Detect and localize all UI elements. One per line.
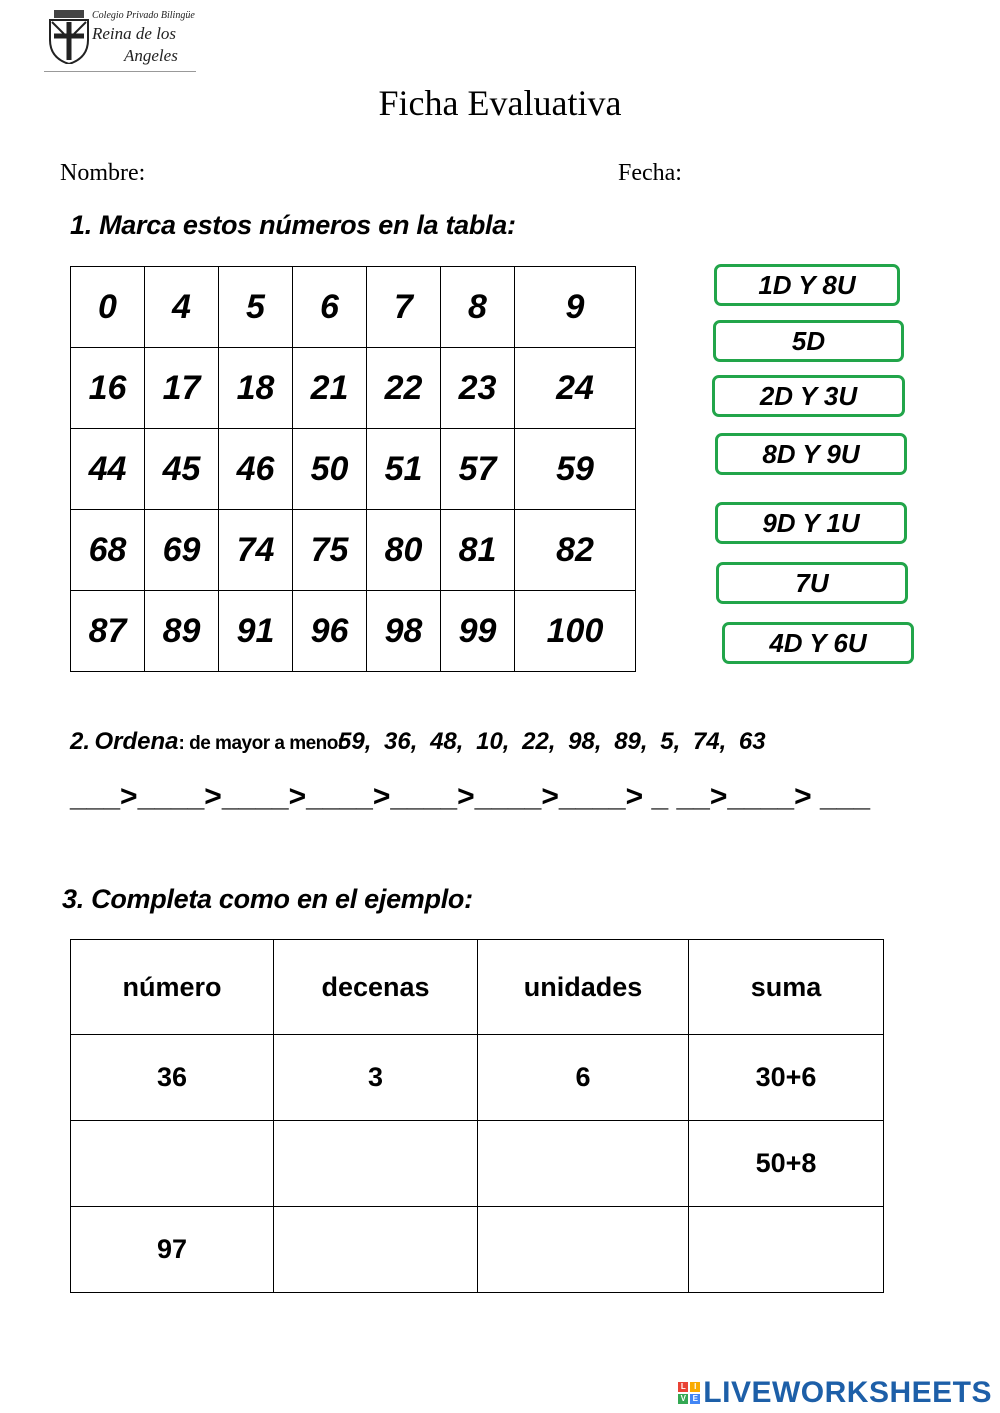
table-row — [71, 1121, 884, 1207]
grid-cell[interactable]: 75 — [293, 510, 367, 591]
column-header: unidades — [478, 940, 689, 1035]
liveworksheets-watermark — [678, 1376, 992, 1410]
table-cell: 3 — [274, 1035, 478, 1121]
page-title: Ficha Evaluativa — [378, 83, 622, 123]
grid-cell[interactable]: 23 — [441, 348, 515, 429]
grid-cell[interactable]: 81 — [441, 510, 515, 591]
grid-cell[interactable]: 87 — [71, 591, 145, 672]
grid-cell[interactable]: 68 — [71, 510, 145, 591]
answer-box[interactable]: 7U — [716, 562, 908, 604]
grid-cell[interactable]: 17 — [145, 348, 219, 429]
grid-cell[interactable]: 21 — [293, 348, 367, 429]
answer-box[interactable]: 4D Y 6U — [722, 622, 914, 664]
answer-box[interactable]: 1D Y 8U — [714, 264, 900, 306]
answer-cell[interactable] — [689, 1207, 884, 1293]
school-logo — [44, 8, 196, 72]
table-cell: 30+6 — [689, 1035, 884, 1121]
column-header: número — [71, 940, 274, 1035]
grid-cell[interactable]: 8 — [441, 267, 515, 348]
grid-cell[interactable]: 74 — [219, 510, 293, 591]
number-grid — [70, 266, 636, 672]
section2-word: Ordena — [94, 728, 179, 755]
answer-cell[interactable] — [274, 1121, 478, 1207]
logo-underline — [44, 71, 196, 72]
answer-cell[interactable] — [478, 1207, 689, 1293]
numbers-to-order: 59, 36, 48, 10, 22, 98, 89, 5, 74, 63 — [338, 728, 766, 755]
grid-cell[interactable]: 80 — [367, 510, 441, 591]
table-row — [71, 1035, 884, 1121]
table-cell: 36 — [71, 1035, 274, 1121]
grid-cell[interactable]: 4 — [145, 267, 219, 348]
answer-box[interactable]: 8D Y 9U — [715, 433, 907, 475]
grid-cell[interactable]: 91 — [219, 591, 293, 672]
grid-cell[interactable]: 89 — [145, 591, 219, 672]
grid-cell[interactable]: 44 — [71, 429, 145, 510]
grid-cell[interactable]: 0 — [71, 267, 145, 348]
grid-cell[interactable]: 9 — [515, 267, 636, 348]
watermark-text: LIVEWORKSHEETS — [703, 1376, 992, 1409]
grid-row — [71, 510, 636, 591]
column-header: suma — [689, 940, 884, 1035]
answer-box[interactable]: 5D — [713, 320, 904, 362]
grid-cell[interactable]: 22 — [367, 348, 441, 429]
place-value-table — [70, 939, 884, 1293]
logo-block: V — [678, 1394, 688, 1404]
grid-cell[interactable]: 7 — [367, 267, 441, 348]
table-header-row — [71, 940, 884, 1035]
grid-cell[interactable]: 6 — [293, 267, 367, 348]
grid-cell[interactable]: 100 — [515, 591, 636, 672]
answer-cell[interactable] — [478, 1121, 689, 1207]
grid-cell[interactable]: 98 — [367, 591, 441, 672]
column-header: decenas — [274, 940, 478, 1035]
logo-block: L — [678, 1382, 688, 1392]
grid-row — [71, 429, 636, 510]
logo-name-1: Reina de los — [92, 24, 177, 43]
logo-name-2: Angeles — [124, 46, 178, 65]
grid-row — [71, 267, 636, 348]
section2-number: 2. — [70, 728, 91, 755]
logo-block: E — [690, 1394, 700, 1404]
grid-cell[interactable]: 24 — [515, 348, 636, 429]
grid-cell[interactable]: 69 — [145, 510, 219, 591]
date-label: Fecha: — [618, 160, 682, 186]
grid-cell[interactable]: 16 — [71, 348, 145, 429]
grid-cell[interactable]: 59 — [515, 429, 636, 510]
answer-box[interactable]: 2D Y 3U — [712, 375, 905, 417]
table-row — [71, 1207, 884, 1293]
answer-cell[interactable] — [274, 1207, 478, 1293]
order-blanks[interactable]: ___>____>____>____>____>____>____> _ __>____> ___ — [70, 780, 871, 813]
crest-icon — [46, 10, 92, 64]
grid-cell[interactable]: 96 — [293, 591, 367, 672]
section2-subtitle: : de mayor a menor — [178, 733, 345, 754]
liveworksheets-logo-icon — [678, 1382, 700, 1404]
school-line: Colegio Privado Bilingüe — [92, 10, 195, 21]
answer-cell[interactable] — [71, 1121, 274, 1207]
grid-cell[interactable]: 51 — [367, 429, 441, 510]
table-cell: 6 — [478, 1035, 689, 1121]
grid-cell[interactable]: 5 — [219, 267, 293, 348]
grid-cell[interactable]: 46 — [219, 429, 293, 510]
table-cell: 50+8 — [689, 1121, 884, 1207]
logo-block: I — [690, 1382, 700, 1392]
grid-row — [71, 348, 636, 429]
grid-cell[interactable]: 18 — [219, 348, 293, 429]
answer-box[interactable]: 9D Y 1U — [715, 502, 907, 544]
grid-cell[interactable]: 82 — [515, 510, 636, 591]
grid-cell[interactable]: 45 — [145, 429, 219, 510]
section1-heading: 1. Marca estos números en la tabla: — [70, 210, 516, 240]
grid-cell[interactable]: 57 — [441, 429, 515, 510]
section3-heading: 3. Completa como en el ejemplo: — [62, 884, 473, 914]
table-cell: 97 — [71, 1207, 274, 1293]
grid-cell[interactable]: 50 — [293, 429, 367, 510]
name-label: Nombre: — [60, 160, 146, 186]
section2-heading — [70, 728, 345, 756]
grid-cell[interactable]: 99 — [441, 591, 515, 672]
grid-row — [71, 591, 636, 672]
